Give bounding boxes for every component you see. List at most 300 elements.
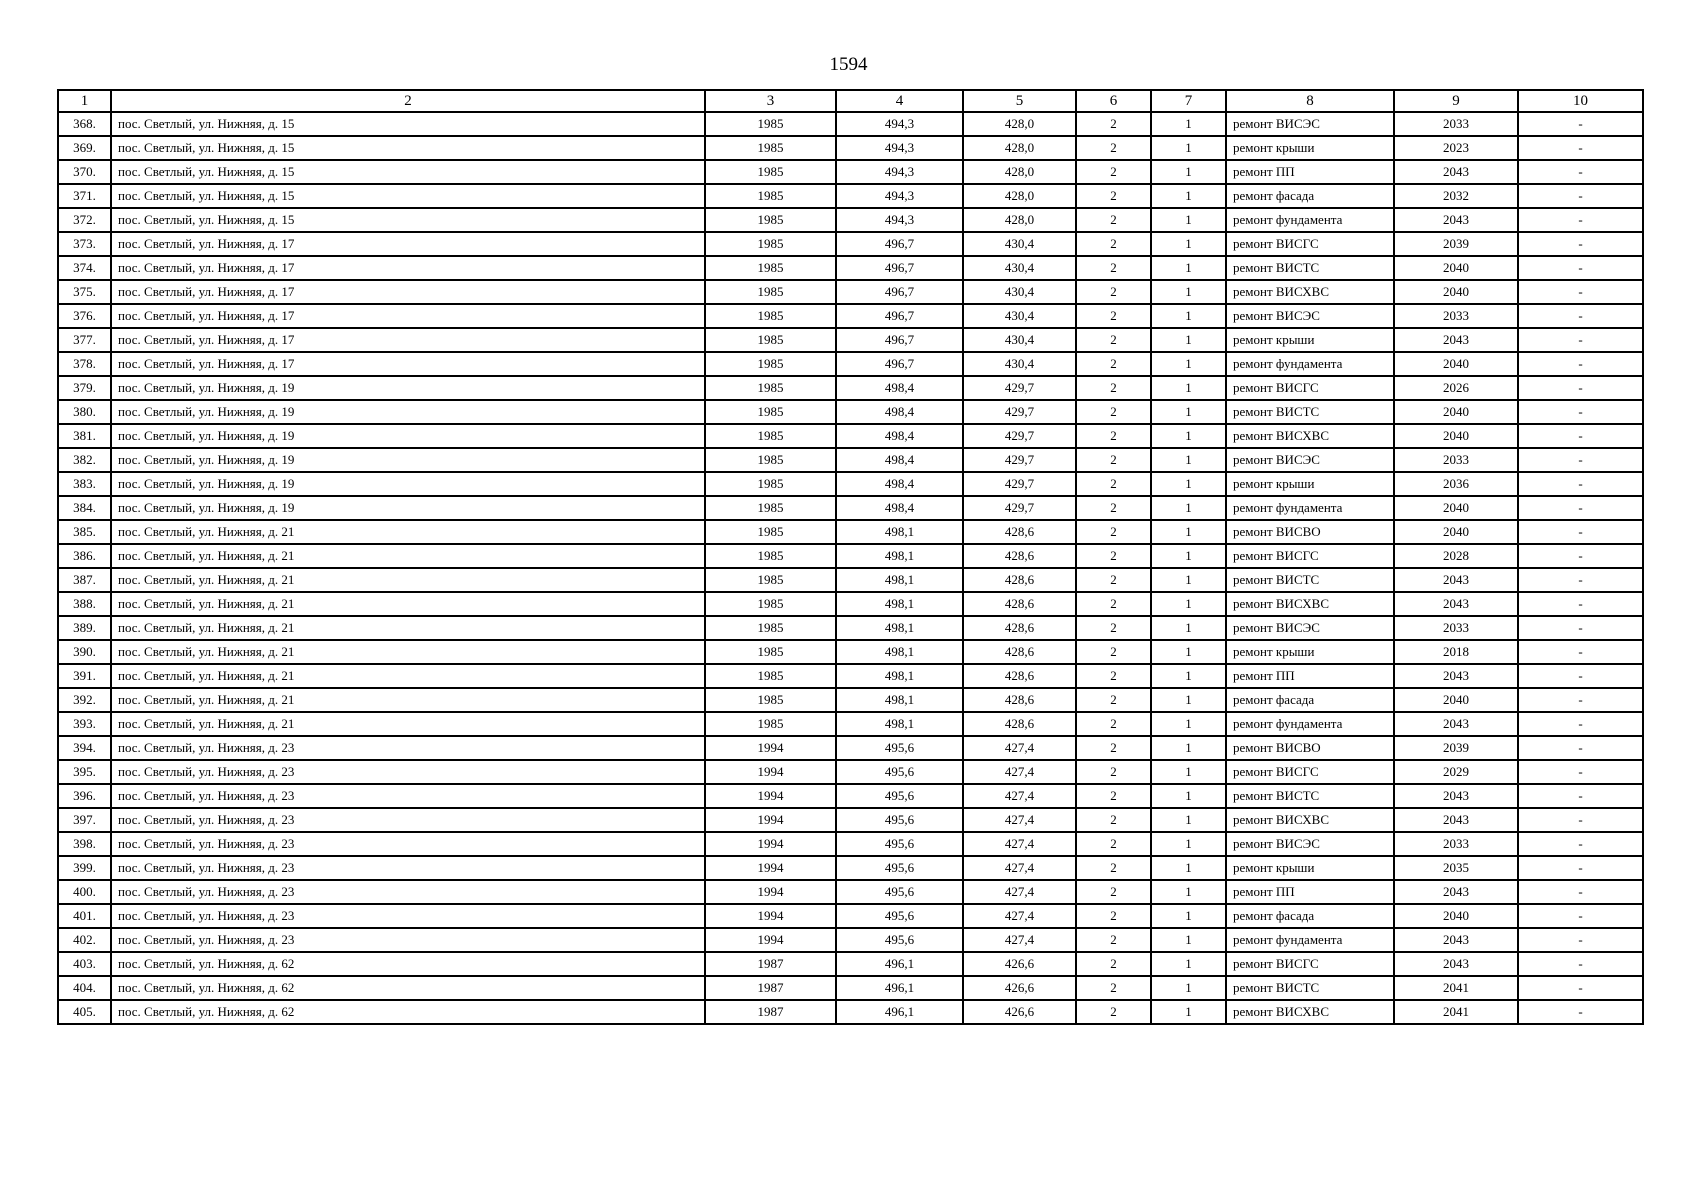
- table-row: [58, 928, 1643, 952]
- cell-entrances: 1: [1151, 592, 1226, 616]
- table-row: [58, 448, 1643, 472]
- cell-total-area: 498,1: [836, 568, 963, 592]
- cell-planned-year: 2040: [1394, 496, 1518, 520]
- page-number: 1594: [829, 54, 868, 75]
- cell-note: -: [1518, 832, 1643, 856]
- cell-year-built: 1987: [705, 1000, 836, 1024]
- cell-total-area: 496,1: [836, 952, 963, 976]
- cell-living-area: 428,6: [963, 712, 1076, 736]
- cell-row-number: 386.: [58, 544, 111, 568]
- cell-living-area: 428,0: [963, 136, 1076, 160]
- cell-planned-year: 2043: [1394, 808, 1518, 832]
- table-row: [58, 664, 1643, 688]
- cell-total-area: 495,6: [836, 856, 963, 880]
- cell-year-built: 1994: [705, 736, 836, 760]
- cell-work-type: ремонт фасада: [1226, 904, 1394, 928]
- cell-work-type: ремонт ВИСГС: [1226, 760, 1394, 784]
- cell-living-area: 428,0: [963, 208, 1076, 232]
- cell-planned-year: 2040: [1394, 424, 1518, 448]
- cell-floors: 2: [1076, 784, 1151, 808]
- cell-total-area: 494,3: [836, 184, 963, 208]
- cell-entrances: 1: [1151, 448, 1226, 472]
- cell-row-number: 376.: [58, 304, 111, 328]
- cell-planned-year: 2023: [1394, 136, 1518, 160]
- cell-year-built: 1994: [705, 784, 836, 808]
- cell-total-area: 498,4: [836, 400, 963, 424]
- cell-row-number: 368.: [58, 112, 111, 136]
- cell-entrances: 1: [1151, 952, 1226, 976]
- cell-living-area: 428,0: [963, 184, 1076, 208]
- cell-note: -: [1518, 496, 1643, 520]
- cell-living-area: 430,4: [963, 352, 1076, 376]
- cell-address: пос. Светлый, ул. Нижняя, д. 23: [111, 832, 705, 856]
- cell-entrances: 1: [1151, 784, 1226, 808]
- column-header-2: 2: [111, 90, 705, 112]
- cell-note: -: [1518, 424, 1643, 448]
- cell-row-number: 401.: [58, 904, 111, 928]
- cell-planned-year: 2036: [1394, 472, 1518, 496]
- cell-row-number: 391.: [58, 664, 111, 688]
- cell-entrances: 1: [1151, 280, 1226, 304]
- cell-row-number: 393.: [58, 712, 111, 736]
- cell-entrances: 1: [1151, 352, 1226, 376]
- cell-year-built: 1985: [705, 376, 836, 400]
- cell-note: -: [1518, 376, 1643, 400]
- cell-work-type: ремонт крыши: [1226, 640, 1394, 664]
- cell-note: -: [1518, 448, 1643, 472]
- cell-work-type: ремонт фундамента: [1226, 208, 1394, 232]
- cell-note: -: [1518, 112, 1643, 136]
- cell-entrances: 1: [1151, 664, 1226, 688]
- cell-work-type: ремонт ВИСТС: [1226, 256, 1394, 280]
- cell-work-type: ремонт ВИСВО: [1226, 520, 1394, 544]
- cell-note: -: [1518, 928, 1643, 952]
- cell-row-number: 398.: [58, 832, 111, 856]
- cell-floors: 2: [1076, 112, 1151, 136]
- table-row: [58, 232, 1643, 256]
- cell-planned-year: 2033: [1394, 448, 1518, 472]
- column-header-7: 7: [1151, 90, 1226, 112]
- cell-planned-year: 2043: [1394, 328, 1518, 352]
- table-row: [58, 808, 1643, 832]
- cell-note: -: [1518, 616, 1643, 640]
- cell-entrances: 1: [1151, 736, 1226, 760]
- cell-floors: 2: [1076, 544, 1151, 568]
- cell-work-type: ремонт ПП: [1226, 160, 1394, 184]
- cell-address: пос. Светлый, ул. Нижняя, д. 19: [111, 424, 705, 448]
- cell-total-area: 496,1: [836, 976, 963, 1000]
- cell-total-area: 498,4: [836, 496, 963, 520]
- cell-entrances: 1: [1151, 856, 1226, 880]
- cell-row-number: 371.: [58, 184, 111, 208]
- cell-address: пос. Светлый, ул. Нижняя, д. 23: [111, 928, 705, 952]
- cell-floors: 2: [1076, 688, 1151, 712]
- cell-year-built: 1985: [705, 352, 836, 376]
- cell-year-built: 1987: [705, 976, 836, 1000]
- cell-total-area: 498,4: [836, 472, 963, 496]
- cell-floors: 2: [1076, 760, 1151, 784]
- cell-row-number: 396.: [58, 784, 111, 808]
- cell-total-area: 498,1: [836, 544, 963, 568]
- cell-work-type: ремонт крыши: [1226, 328, 1394, 352]
- cell-address: пос. Светлый, ул. Нижняя, д. 62: [111, 1000, 705, 1024]
- cell-planned-year: 2043: [1394, 208, 1518, 232]
- cell-year-built: 1994: [705, 856, 836, 880]
- cell-living-area: 428,6: [963, 664, 1076, 688]
- cell-row-number: 377.: [58, 328, 111, 352]
- cell-planned-year: 2033: [1394, 616, 1518, 640]
- table-row: [58, 904, 1643, 928]
- cell-planned-year: 2040: [1394, 688, 1518, 712]
- cell-entrances: 1: [1151, 256, 1226, 280]
- cell-planned-year: 2043: [1394, 592, 1518, 616]
- cell-living-area: 426,6: [963, 976, 1076, 1000]
- cell-living-area: 428,6: [963, 616, 1076, 640]
- cell-floors: 2: [1076, 592, 1151, 616]
- cell-planned-year: 2028: [1394, 544, 1518, 568]
- cell-entrances: 1: [1151, 544, 1226, 568]
- cell-address: пос. Светлый, ул. Нижняя, д. 21: [111, 520, 705, 544]
- cell-address: пос. Светлый, ул. Нижняя, д. 17: [111, 232, 705, 256]
- cell-planned-year: 2018: [1394, 640, 1518, 664]
- cell-address: пос. Светлый, ул. Нижняя, д. 15: [111, 184, 705, 208]
- cell-total-area: 496,7: [836, 328, 963, 352]
- cell-living-area: 426,6: [963, 952, 1076, 976]
- cell-year-built: 1985: [705, 136, 836, 160]
- cell-year-built: 1985: [705, 424, 836, 448]
- cell-living-area: 427,4: [963, 904, 1076, 928]
- cell-floors: 2: [1076, 448, 1151, 472]
- cell-work-type: ремонт ВИСЭС: [1226, 304, 1394, 328]
- table-row: [58, 400, 1643, 424]
- cell-living-area: 429,7: [963, 400, 1076, 424]
- cell-floors: 2: [1076, 184, 1151, 208]
- table-row: [58, 976, 1643, 1000]
- cell-total-area: 496,7: [836, 280, 963, 304]
- cell-floors: 2: [1076, 616, 1151, 640]
- cell-total-area: 495,6: [836, 928, 963, 952]
- cell-floors: 2: [1076, 160, 1151, 184]
- cell-year-built: 1985: [705, 496, 836, 520]
- table-row: [58, 616, 1643, 640]
- cell-year-built: 1985: [705, 160, 836, 184]
- column-header-1: 1: [58, 90, 111, 112]
- cell-planned-year: 2043: [1394, 784, 1518, 808]
- cell-total-area: 495,6: [836, 832, 963, 856]
- cell-planned-year: 2043: [1394, 928, 1518, 952]
- cell-year-built: 1985: [705, 712, 836, 736]
- cell-floors: 2: [1076, 736, 1151, 760]
- cell-floors: 2: [1076, 856, 1151, 880]
- cell-floors: 2: [1076, 136, 1151, 160]
- cell-row-number: 381.: [58, 424, 111, 448]
- cell-note: -: [1518, 160, 1643, 184]
- cell-planned-year: 2040: [1394, 280, 1518, 304]
- cell-work-type: ремонт ВИСВО: [1226, 736, 1394, 760]
- cell-row-number: 397.: [58, 808, 111, 832]
- cell-row-number: 394.: [58, 736, 111, 760]
- cell-year-built: 1985: [705, 328, 836, 352]
- cell-note: -: [1518, 808, 1643, 832]
- cell-planned-year: 2029: [1394, 760, 1518, 784]
- cell-address: пос. Светлый, ул. Нижняя, д. 17: [111, 304, 705, 328]
- cell-row-number: 370.: [58, 160, 111, 184]
- cell-row-number: 399.: [58, 856, 111, 880]
- cell-year-built: 1985: [705, 592, 836, 616]
- cell-year-built: 1994: [705, 928, 836, 952]
- cell-row-number: 372.: [58, 208, 111, 232]
- cell-address: пос. Светлый, ул. Нижняя, д. 15: [111, 136, 705, 160]
- cell-total-area: 498,4: [836, 424, 963, 448]
- cell-note: -: [1518, 472, 1643, 496]
- cell-entrances: 1: [1151, 304, 1226, 328]
- cell-address: пос. Светлый, ул. Нижняя, д. 21: [111, 664, 705, 688]
- cell-year-built: 1987: [705, 952, 836, 976]
- cell-address: пос. Светлый, ул. Нижняя, д. 19: [111, 496, 705, 520]
- cell-work-type: ремонт фасада: [1226, 184, 1394, 208]
- cell-living-area: 428,0: [963, 112, 1076, 136]
- cell-work-type: ремонт фундамента: [1226, 352, 1394, 376]
- cell-year-built: 1985: [705, 472, 836, 496]
- cell-work-type: ремонт ВИСХВС: [1226, 280, 1394, 304]
- cell-work-type: ремонт крыши: [1226, 136, 1394, 160]
- table-row: [58, 952, 1643, 976]
- cell-living-area: 430,4: [963, 256, 1076, 280]
- cell-note: -: [1518, 712, 1643, 736]
- cell-work-type: ремонт ВИСХВС: [1226, 1000, 1394, 1024]
- cell-floors: 2: [1076, 376, 1151, 400]
- cell-total-area: 495,6: [836, 784, 963, 808]
- cell-living-area: 427,4: [963, 736, 1076, 760]
- cell-year-built: 1994: [705, 904, 836, 928]
- cell-living-area: 429,7: [963, 424, 1076, 448]
- table-row: [58, 760, 1643, 784]
- table-row: [58, 112, 1643, 136]
- cell-note: -: [1518, 280, 1643, 304]
- table-row: [58, 472, 1643, 496]
- cell-note: -: [1518, 232, 1643, 256]
- cell-total-area: 496,7: [836, 352, 963, 376]
- cell-total-area: 498,1: [836, 616, 963, 640]
- cell-address: пос. Светлый, ул. Нижняя, д. 19: [111, 400, 705, 424]
- cell-address: пос. Светлый, ул. Нижняя, д. 21: [111, 544, 705, 568]
- cell-total-area: 494,3: [836, 112, 963, 136]
- cell-row-number: 405.: [58, 1000, 111, 1024]
- cell-work-type: ремонт крыши: [1226, 472, 1394, 496]
- cell-entrances: 1: [1151, 880, 1226, 904]
- cell-total-area: 498,1: [836, 712, 963, 736]
- cell-living-area: 428,6: [963, 544, 1076, 568]
- cell-note: -: [1518, 544, 1643, 568]
- cell-note: -: [1518, 904, 1643, 928]
- cell-entrances: 1: [1151, 712, 1226, 736]
- cell-entrances: 1: [1151, 472, 1226, 496]
- table-row: [58, 304, 1643, 328]
- cell-note: -: [1518, 760, 1643, 784]
- cell-address: пос. Светлый, ул. Нижняя, д. 23: [111, 880, 705, 904]
- cell-note: -: [1518, 328, 1643, 352]
- column-header-5: 5: [963, 90, 1076, 112]
- cell-floors: 2: [1076, 256, 1151, 280]
- cell-address: пос. Светлый, ул. Нижняя, д. 15: [111, 160, 705, 184]
- cell-row-number: 383.: [58, 472, 111, 496]
- cell-planned-year: 2039: [1394, 232, 1518, 256]
- cell-address: пос. Светлый, ул. Нижняя, д. 17: [111, 352, 705, 376]
- cell-total-area: 495,6: [836, 904, 963, 928]
- table-row: [58, 208, 1643, 232]
- cell-row-number: 379.: [58, 376, 111, 400]
- cell-row-number: 392.: [58, 688, 111, 712]
- cell-address: пос. Светлый, ул. Нижняя, д. 19: [111, 472, 705, 496]
- cell-entrances: 1: [1151, 808, 1226, 832]
- cell-planned-year: 2041: [1394, 1000, 1518, 1024]
- cell-row-number: 369.: [58, 136, 111, 160]
- cell-entrances: 1: [1151, 640, 1226, 664]
- cell-planned-year: 2043: [1394, 880, 1518, 904]
- cell-row-number: 374.: [58, 256, 111, 280]
- cell-entrances: 1: [1151, 832, 1226, 856]
- cell-floors: 2: [1076, 472, 1151, 496]
- cell-year-built: 1985: [705, 688, 836, 712]
- cell-row-number: 380.: [58, 400, 111, 424]
- cell-note: -: [1518, 640, 1643, 664]
- table-row: [58, 856, 1643, 880]
- cell-work-type: ремонт фундамента: [1226, 928, 1394, 952]
- cell-row-number: 404.: [58, 976, 111, 1000]
- cell-planned-year: 2043: [1394, 568, 1518, 592]
- cell-planned-year: 2043: [1394, 160, 1518, 184]
- table-row: [58, 136, 1643, 160]
- cell-living-area: 427,4: [963, 928, 1076, 952]
- cell-total-area: 498,4: [836, 376, 963, 400]
- cell-entrances: 1: [1151, 520, 1226, 544]
- cell-year-built: 1985: [705, 616, 836, 640]
- cell-year-built: 1994: [705, 760, 836, 784]
- cell-total-area: 494,3: [836, 160, 963, 184]
- cell-work-type: ремонт крыши: [1226, 856, 1394, 880]
- cell-work-type: ремонт ВИСГС: [1226, 544, 1394, 568]
- cell-floors: 2: [1076, 904, 1151, 928]
- cell-planned-year: 2033: [1394, 112, 1518, 136]
- cell-year-built: 1985: [705, 568, 836, 592]
- table-row: [58, 1000, 1643, 1024]
- cell-floors: 2: [1076, 664, 1151, 688]
- cell-work-type: ремонт ВИСХВС: [1226, 592, 1394, 616]
- cell-address: пос. Светлый, ул. Нижняя, д. 15: [111, 208, 705, 232]
- cell-note: -: [1518, 1000, 1643, 1024]
- cell-row-number: 390.: [58, 640, 111, 664]
- column-header-4: 4: [836, 90, 963, 112]
- cell-planned-year: 2040: [1394, 904, 1518, 928]
- cell-work-type: ремонт ВИСТС: [1226, 784, 1394, 808]
- cell-row-number: 375.: [58, 280, 111, 304]
- cell-note: -: [1518, 784, 1643, 808]
- cell-address: пос. Светлый, ул. Нижняя, д. 21: [111, 712, 705, 736]
- header-row: [58, 90, 1643, 112]
- cell-year-built: 1985: [705, 448, 836, 472]
- cell-note: -: [1518, 208, 1643, 232]
- cell-total-area: 494,3: [836, 136, 963, 160]
- cell-note: -: [1518, 856, 1643, 880]
- cell-note: -: [1518, 352, 1643, 376]
- table-row: [58, 352, 1643, 376]
- table-row: [58, 496, 1643, 520]
- table-row: [58, 328, 1643, 352]
- cell-living-area: 427,4: [963, 832, 1076, 856]
- cell-year-built: 1985: [705, 304, 836, 328]
- cell-floors: 2: [1076, 976, 1151, 1000]
- cell-floors: 2: [1076, 1000, 1151, 1024]
- cell-planned-year: 2043: [1394, 952, 1518, 976]
- cell-note: -: [1518, 400, 1643, 424]
- cell-living-area: 427,4: [963, 760, 1076, 784]
- cell-total-area: 498,1: [836, 664, 963, 688]
- cell-year-built: 1985: [705, 208, 836, 232]
- cell-planned-year: 2033: [1394, 832, 1518, 856]
- cell-entrances: 1: [1151, 616, 1226, 640]
- cell-floors: 2: [1076, 832, 1151, 856]
- cell-floors: 2: [1076, 520, 1151, 544]
- cell-note: -: [1518, 664, 1643, 688]
- cell-entrances: 1: [1151, 496, 1226, 520]
- cell-planned-year: 2040: [1394, 352, 1518, 376]
- cell-address: пос. Светлый, ул. Нижняя, д. 17: [111, 256, 705, 280]
- cell-year-built: 1985: [705, 544, 836, 568]
- cell-floors: 2: [1076, 304, 1151, 328]
- cell-year-built: 1985: [705, 112, 836, 136]
- cell-year-built: 1985: [705, 280, 836, 304]
- column-header-3: 3: [705, 90, 836, 112]
- cell-total-area: 496,1: [836, 1000, 963, 1024]
- cell-living-area: 429,7: [963, 448, 1076, 472]
- cell-floors: 2: [1076, 424, 1151, 448]
- cell-work-type: ремонт фундамента: [1226, 496, 1394, 520]
- cell-total-area: 498,1: [836, 640, 963, 664]
- cell-note: -: [1518, 952, 1643, 976]
- table-row: [58, 736, 1643, 760]
- cell-planned-year: 2039: [1394, 736, 1518, 760]
- cell-living-area: 428,0: [963, 160, 1076, 184]
- table-row: [58, 832, 1643, 856]
- cell-entrances: 1: [1151, 1000, 1226, 1024]
- cell-address: пос. Светлый, ул. Нижняя, д. 23: [111, 808, 705, 832]
- cell-year-built: 1985: [705, 664, 836, 688]
- cell-row-number: 395.: [58, 760, 111, 784]
- cell-entrances: 1: [1151, 208, 1226, 232]
- cell-floors: 2: [1076, 952, 1151, 976]
- cell-entrances: 1: [1151, 112, 1226, 136]
- cell-living-area: 430,4: [963, 304, 1076, 328]
- cell-year-built: 1994: [705, 880, 836, 904]
- cell-address: пос. Светлый, ул. Нижняя, д. 21: [111, 568, 705, 592]
- cell-entrances: 1: [1151, 136, 1226, 160]
- cell-year-built: 1985: [705, 400, 836, 424]
- cell-living-area: 430,4: [963, 328, 1076, 352]
- cell-total-area: 498,4: [836, 448, 963, 472]
- cell-row-number: 384.: [58, 496, 111, 520]
- cell-work-type: ремонт ПП: [1226, 664, 1394, 688]
- cell-address: пос. Светлый, ул. Нижняя, д. 21: [111, 592, 705, 616]
- cell-entrances: 1: [1151, 760, 1226, 784]
- cell-floors: 2: [1076, 208, 1151, 232]
- cell-living-area: 428,6: [963, 688, 1076, 712]
- cell-year-built: 1994: [705, 832, 836, 856]
- table-row: [58, 520, 1643, 544]
- cell-planned-year: 2026: [1394, 376, 1518, 400]
- cell-year-built: 1985: [705, 232, 836, 256]
- cell-note: -: [1518, 976, 1643, 1000]
- cell-total-area: 496,7: [836, 232, 963, 256]
